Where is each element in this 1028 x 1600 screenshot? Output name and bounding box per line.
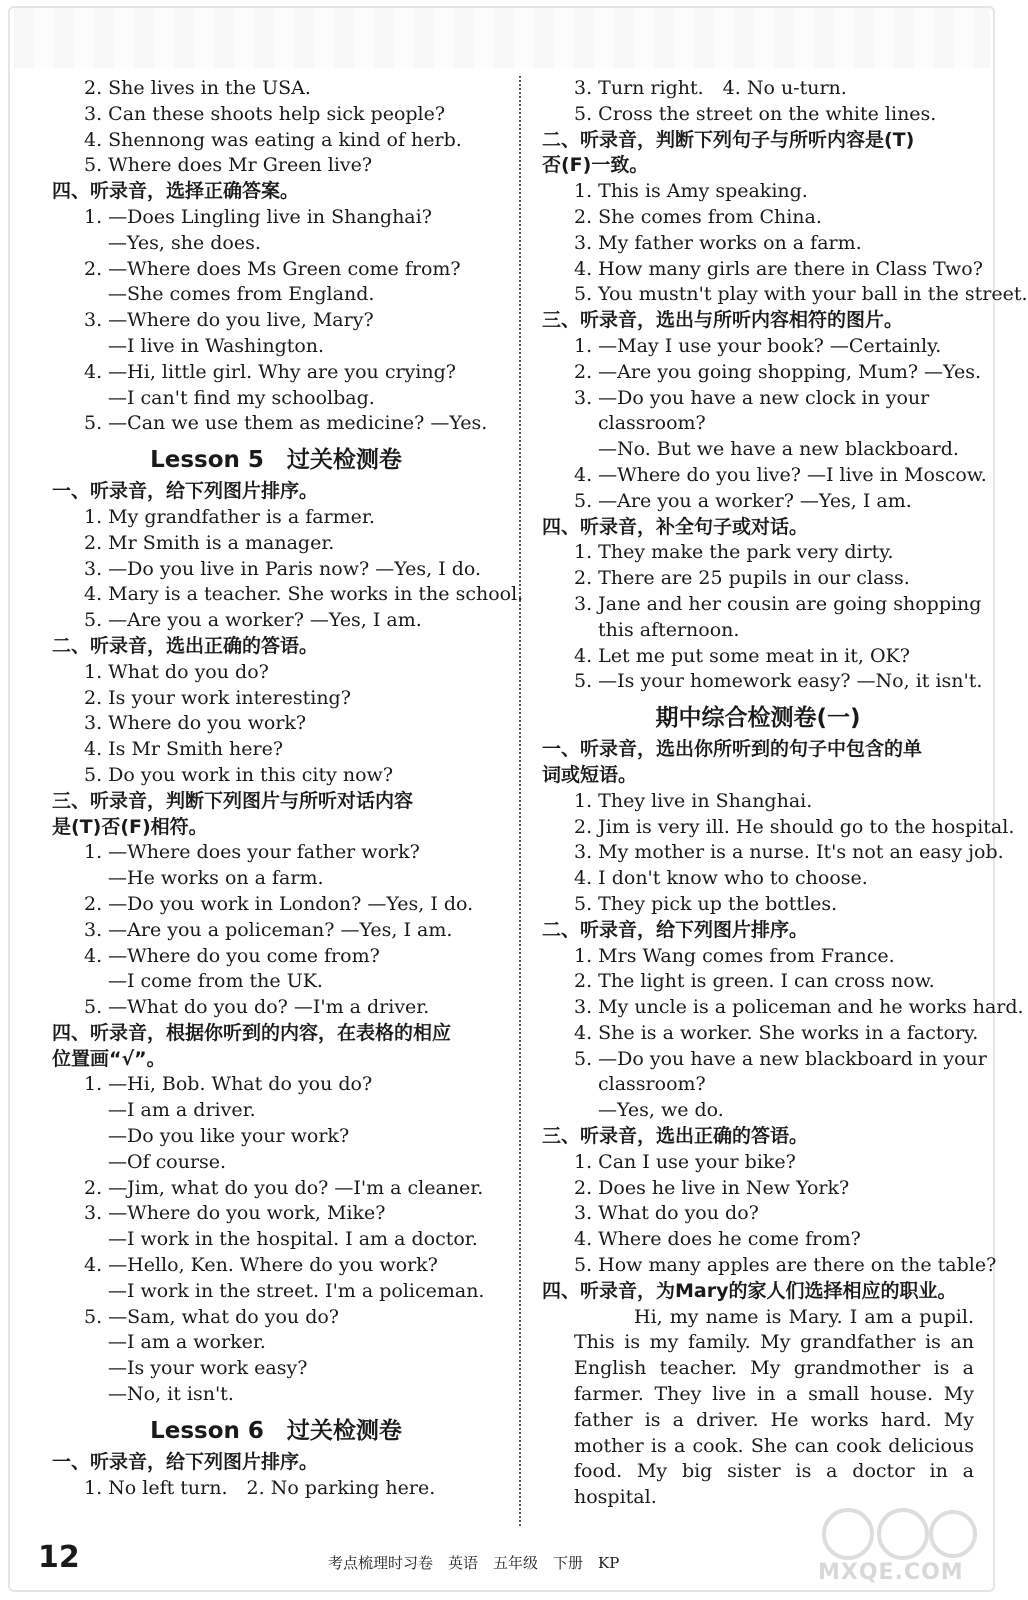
watermark [808,1504,978,1594]
question-heading: 二、听录音，给下列图片排序。 [542,918,809,941]
list-item: 5. Cross the street on the white lines. [574,102,937,125]
list-item: 2. —Are you going shopping, Mum? —Yes. [574,360,981,383]
list-item: 2. She lives in the USA. [84,77,311,99]
list-item: 1. They make the park very dirty. [574,541,894,564]
list-item: 2. There are 25 pupils in our class. [574,567,910,590]
list-item: 2. —Jim, what do you do? —I'm a cleaner. [84,1176,484,1199]
list-item: 3. —Where do you work, Mike? [84,1202,386,1225]
list-item: 2. Jim is very ill. He should go to the hospital. [574,815,1015,838]
page-number: 12 [38,1540,80,1575]
question-heading: 二、听录音，判断下列句子与所听内容是(T) [542,128,915,151]
list-item: 3. What do you do? [574,1202,759,1225]
passage-paragraph: Hi, my name is Mary. I am a pupil. This is my family. My grandfather is an English teacher. My grandmother is a farmer. They live in a small house. My father is a driver. He works hard. My mother is a cook. She can cook delicious food. My big sister is a doctor in a hospital. [574,1305,974,1509]
list-item: 4. Let me put some meat in it, OK? [574,644,910,667]
list-item: 5. You mustn't play with your ball in the street. [574,283,1028,306]
list-item: 4. —Where do you live? —I live in Moscow. [574,463,987,486]
answer-line: —I am a worker. [108,1331,266,1354]
question-heading: 四、听录音，根据你听到的内容，在表格的相应 [52,1021,452,1044]
section-title: Lesson 6 过关检测卷 [150,1417,402,1444]
answer-line: this afternoon. [598,618,740,641]
question-heading: 三、听录音，判断下列图片与所听对话内容 [52,789,414,812]
answer-line: —Yes, she does. [108,231,261,254]
book-info: 考点梳理时习卷 英语 五年级 下册 KP [328,1554,620,1572]
question-heading: 四、听录音，为Mary的家人们选择相应的职业。 [542,1279,957,1302]
answer-line: —I am a driver. [108,1099,256,1122]
list-item: 5. —Can we use them as medicine? —Yes. [84,412,488,435]
list-item: 3. —Do you live in Paris now? —Yes, I do. [84,557,482,580]
list-item: 2. Does he live in New York? [574,1176,850,1199]
column-divider [519,76,521,1526]
list-item: 5. They pick up the bottles. [574,892,838,915]
question-heading: 四、听录音，补全句子或对话。 [542,515,809,538]
question-heading: 是(T)否(F)相符。 [52,815,208,838]
top-decorative-band [14,8,990,68]
answer-line: classroom? [598,412,706,435]
list-item: 3. Where do you work? [84,712,307,735]
list-item: 5. —Do you have a new blackboard in your [574,1047,987,1070]
question-heading: 词或短语。 [542,763,638,786]
answer-line: —I live in Washington. [108,334,325,357]
list-item: 2. She comes from China. [574,205,822,228]
answer-line: —I come from the UK. [108,970,323,993]
answer-line: —Is your work easy? [108,1357,308,1380]
right-column [542,76,1028,1511]
list-item: 4. She is a worker. She works in a factory. [574,1021,979,1044]
answer-line: —Of course. [108,1150,227,1173]
list-item: 4. Where does he come from? [574,1228,861,1251]
list-item: 1. —May I use your book? —Certainly. [574,334,942,357]
list-item: 1. My grandfather is a farmer. [84,505,375,528]
list-item: 4. Shennong was eating a kind of herb. [84,128,462,151]
question-heading: 否(F)一致。 [542,154,649,177]
list-item: 2. —Do you work in London? —Yes, I do. [84,892,474,915]
list-item: 1. This is Amy speaking. [574,180,808,203]
list-item: 3. My father works on a farm. [574,231,862,254]
question-heading: 一、听录音，给下列图片排序。 [52,1450,319,1473]
list-item: 4. How many girls are there in Class Two? [574,257,983,280]
watermark-logo-icon [808,1504,978,1564]
answer-line: —Do you like your work? [108,1125,350,1148]
list-item: 5. —Sam, what do you do? [84,1305,339,1328]
list-item: 1. No left turn. 2. No parking here. [84,1476,436,1499]
question-heading: 二、听录音，选出正确的答语。 [52,634,319,657]
section-title: 期中综合检测卷(一) [655,705,861,732]
left-column [52,76,524,1501]
list-item: 4. —Where do you come from? [84,944,380,967]
list-item: 1. Mrs Wang comes from France. [574,944,895,967]
answer-line: —He works on a farm. [108,867,324,890]
list-item: 5. —Is your homework easy? —No, it isn't. [574,670,983,693]
list-item: 4. I don't know who to choose. [574,867,868,890]
question-heading: 一、听录音，选出你所听到的句子中包含的单 [542,738,923,761]
watermark-text: MXQE.COM [818,1560,964,1585]
list-item: 5. How many apples are there on the table? [574,1254,997,1277]
answer-line: —Yes, we do. [598,1099,724,1122]
list-item: 5. —Are you a worker? —Yes, I am. [84,609,422,632]
list-item: 4. —Hi, little girl. Why are you crying? [84,360,456,383]
list-item: 3. Jane and her cousin are going shopping [574,592,982,615]
answer-line: classroom? [598,1073,706,1096]
list-item: 1. —Where does your father work? [84,841,420,864]
question-heading: 位置画“√”。 [52,1047,166,1070]
list-item: 3. —Do you have a new clock in your [574,386,930,409]
list-item: 2. The light is green. I can cross now. [574,970,935,993]
list-item: 1. —Does Lingling live in Shanghai? [84,205,432,228]
answer-line: —I work in the street. I'm a policeman. [108,1279,485,1302]
answer-line: —No, it isn't. [108,1383,234,1406]
list-item: 3. —Are you a policeman? —Yes, I am. [84,918,453,941]
list-item: 2. —Where does Ms Green come from? [84,257,461,280]
answer-line: —I can't find my schoolbag. [108,386,375,409]
list-item: 1. Can I use your bike? [574,1150,796,1173]
list-item: 3. Turn right. 4. No u-turn. [574,77,847,99]
question-heading: 四、听录音，选择正确答案。 [52,180,300,203]
section-title: Lesson 5 过关检测卷 [150,447,402,474]
answer-line: —She comes from England. [108,283,375,306]
list-item: 2. Is your work interesting? [84,686,351,709]
list-item: 3. —Where do you live, Mary? [84,309,374,332]
answer-line: —I work in the hospital. I am a doctor. [108,1228,478,1251]
list-item: 5. Do you work in this city now? [84,763,394,786]
list-item: 2. Mr Smith is a manager. [84,531,335,554]
list-item: 4. Mary is a teacher. She works in the school. [84,583,524,606]
list-item: 4. Is Mr Smith here? [84,738,284,761]
list-item: 3. My uncle is a policeman and he works hard. [574,996,1024,1019]
question-heading: 三、听录音，选出正确的答语。 [542,1125,809,1148]
list-item: 4. —Hello, Ken. Where do you work? [84,1254,438,1277]
question-heading: 一、听录音，给下列图片排序。 [52,480,319,503]
list-item: 1. What do you do? [84,660,269,683]
question-heading: 三、听录音，选出与所听内容相符的图片。 [542,309,904,332]
list-item: 1. They live in Shanghai. [574,789,813,812]
answer-line: —No. But we have a new blackboard. [598,438,959,461]
list-item: 5. Where does Mr Green live? [84,154,373,177]
list-item: 5. —Are you a worker? —Yes, I am. [574,489,912,512]
list-item: 3. My mother is a nurse. It's not an easy job. [574,841,1004,864]
list-item: 3. Can these shoots help sick people? [84,102,446,125]
list-item: 5. —What do you do? —I'm a driver. [84,996,430,1019]
list-item: 1. —Hi, Bob. What do you do? [84,1073,373,1096]
